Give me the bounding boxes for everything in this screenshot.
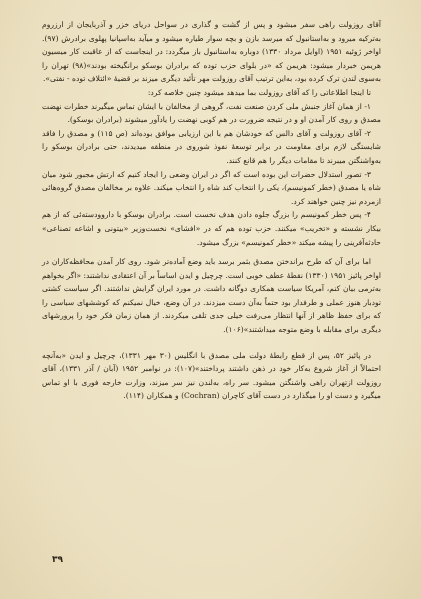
paragraph-gap	[42, 337, 381, 349]
paragraph: اما برای آن که طرح براندختن مصدق بثمر برسد باید وضع آماده‌تر شود. روی کار آمدن محافظه‌کاران در اواخر پائیز ۱۹۵۱ (۱۳۳۰) نقطهٔ عطف خوبی است. چرچیل و ایدن اساساً بر آن اعتقادی نداشتند: «اگر بخواهم به‌ترمی بیان کنم، آمریکا سیاست همکاری دوگانه داشت. در مورد ایران گرایش نداشتند. اگر سیاست کشتی تودبار هنوز عملی و طرفدار بود حتماً به‌آن دست میزدند. در آن وضع، خیال نمیکنم که کوششهای سیاسی را که برای حفظ ظاهر از آنها انتظار می‌رفت خیلی جدی تلقی میکردند. از همان زمان فکر خود را پرورشهای دیگری برای مقابله با وضع متوجه میداشتند»(۱۰۶).	[41, 257, 381, 335]
paragraph: ۳- تصور استدلال حضرات این بوده است که اگر در ایران وضعی را ایجاد کنیم که ارتش مجبور شود میان شاه یا مصدق (خطر کمونیسم)، یکی را انتخاب کند شاه را انتخاب میکند. علاوه بر مخالفان مصدق گروه‌هائی ازمردم نیز چنین خواهند کرد.	[42, 169, 381, 206]
page-number: ۳۹	[52, 555, 63, 565]
paragraph: تا اینجا اطلاعاتی را که آقای روزولت بما میدهد میشود چنین خلاصه کرد:	[147, 87, 371, 97]
paragraph: ۱- از همان آغاز جنبش ملی کردن صنعت نفت، گروهی از مخالفان با ایشان تماس میگیرند خطرات نهضت مصدق و روی کار آمدن او و در نتیجه ضرورت در هم کوبی نهضت را یادآور میشوند (برادران بوسکو).	[42, 101, 381, 125]
paragraph: در پائیز ۵۲، پس از قطع رابطهٔ دولت ملی مصدق با انگلیس (۳۰ مهر ۱۳۳۱)، چرچیل و ایدن «به‌آنچه احتمالاً از آغاز شروع به‌کار خود در ذهن داشتند پرداختند»(۱۰۷): در نوامبر ۱۹۵۲ (آبان / آذر ۱۳۳۱)، آقای روزولت ازتهران راهی واشنگتن میشود. سر راه، به‌لندن نیز سر میزند، وزارت خارجه فوری با او تماس میگیرد و دست او را میگذارد در دست آقای کاچران (Cochran) و همکاران (۱۱۴).	[42, 350, 382, 401]
paragraph: آقای روزولت راهی سفر میشود و پس از گشت و گذاری در سواحل دریای خزر و آذربایجان از ارزروم به‌ترکیه میرود و به‌استانبول که میرسد بازن و بچه سوار طیاره میشود و میآید به‌اسپانیا پهلوی برادرش (۹۷). اواخر ژوئیه ۱۹۵۱ (اوایل مرداد ۱۳۳۰) دوباره به‌استانبول باز میگردد: در اینجاست که از عاقبت کار میسیون هریمن خبردار میشود: هریمن که «در بلوای حزب توده که برادران بوسکو برانگیخته بودند»(۹۸) تهران را به‌سوی لندن ترک کرده بود، به‌این ترتیب آقای روزولت مهر تأئید دیگری میزند بر قضیهٔ «ائتلاف توده - نفتی».	[42, 20, 381, 84]
paragraph: ۴- پس خطر کمونیسم را بزرگ جلوه دادن هدف نخست است. برادران بوسکو با داروودسته‌ئی که از هم بیکار نشسته و «تخریب» میکنند. حزب توده هم که در «افشای» نخست‌وزیر «بیتونی و اشاعه تصناعی» حادثه‌آفرینی را پیشه میکند «خطر کمونیسم» بزرگ میشود.	[42, 210, 381, 247]
body-text	[42, 18, 381, 403]
paragraph: ۲- آقای روزولت و آقای دالس که خودشان هم با این ارزیابی موافق بوده‌اند (ص ۱۱۵) و مصدق را فاقد شایستگی لازم برای مقاومت در برابر توسعهٔ نفوذ شوروی در منطقه میدیدند، حتی برادران بوسکو را به‌واشنگتن میبرند تا مقامات دیگر را هم قانع کنند.	[42, 128, 381, 165]
